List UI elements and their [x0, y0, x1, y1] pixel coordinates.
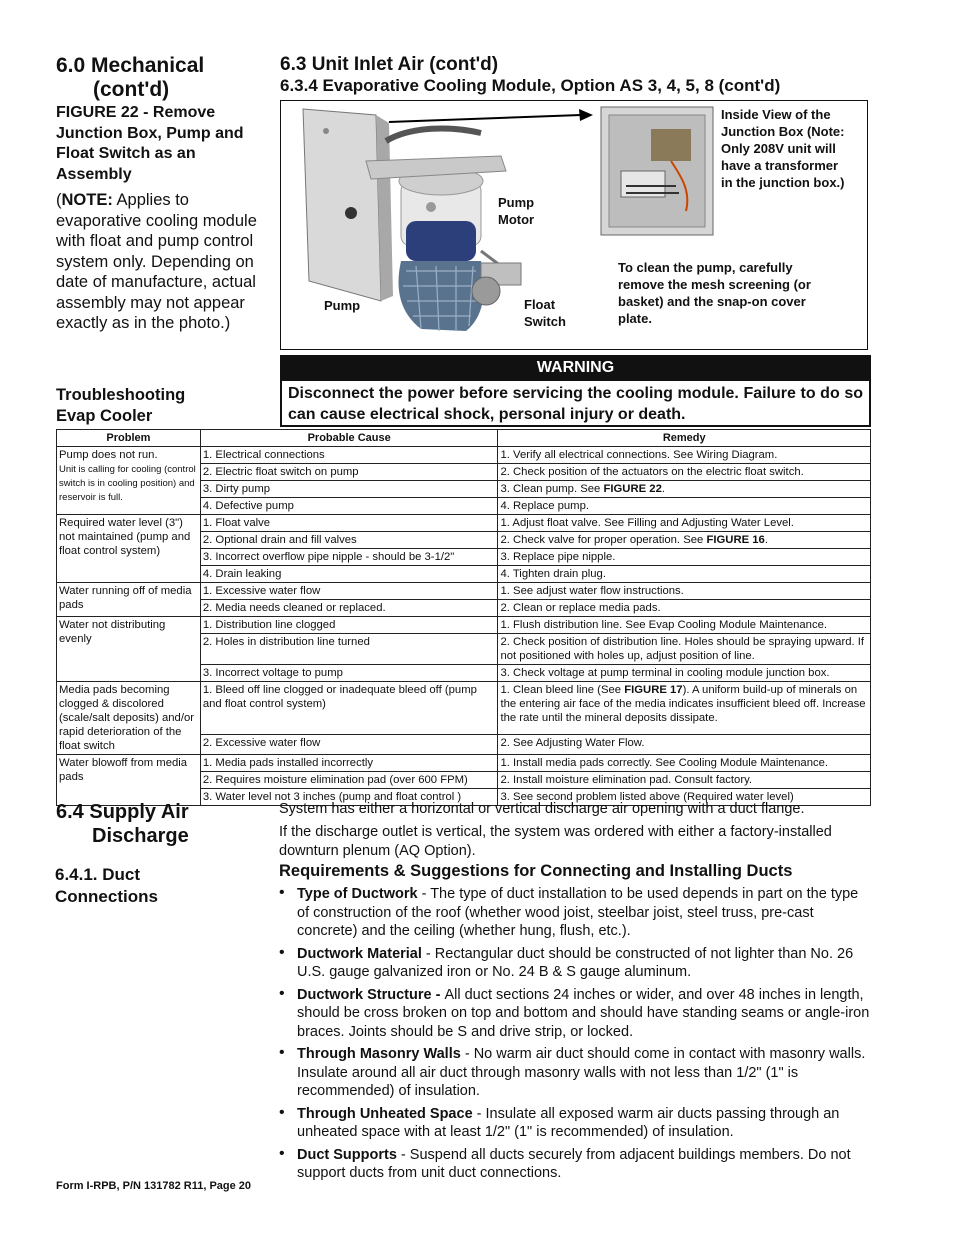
list-item-text: - Suspend all ducts securely from adjacent buildings members. Do not support ducts from unit duct connections. [297, 1146, 851, 1181]
remedy-cell: 2. Check position of distribution line. Holes should be spraying upward. If not positioned with holes up, adjust position of line. [498, 634, 871, 665]
list-item-term: Through Masonry Walls [297, 1046, 461, 1062]
cause-cell: 1. Distribution line clogged [200, 617, 498, 634]
list-item [279, 945, 871, 982]
label-clean-pump: To clean the pump, carefully remove the mesh screening (or basket) and the snap-on cover plate. [618, 260, 811, 326]
subsubsection-title: 6.3.4 Evaporative Cooling Module, Option AS 3, 4, 5, 8 (cont'd) [280, 76, 781, 95]
remedy-text: 3. Clean pump. See [500, 483, 604, 495]
col-header-remedy: Remedy [498, 430, 871, 447]
requirements-list [279, 885, 871, 1187]
cause-cell: 3. Incorrect voltage to pump [200, 665, 498, 682]
cause-cell: 2. Electric float switch on pump [200, 464, 498, 481]
cause-cell: 2. Requires moisture elimination pad (over 600 FPM) [200, 772, 498, 789]
troubleshooting-title-line2: Evap Cooler [56, 406, 153, 425]
remedy-cell: 3. Check voltage at pump terminal in cooling module junction box. [498, 665, 871, 682]
remedy-cell: 3. See second problem listed above (Required water level) [498, 789, 871, 806]
remedy-cell: 2. See Adjusting Water Flow. [498, 734, 871, 754]
section-title-line2: (cont'd) [93, 78, 170, 101]
label-float-line1: Float [524, 297, 556, 312]
list-item [279, 1045, 871, 1101]
cause-cell: 2. Holes in distribution line turned [200, 634, 498, 665]
label-junction-inside: Inside View of the Junction Box (Note: Only 208V unit will have a transformer in the junction box.) [721, 107, 845, 190]
col-header-cause: Probable Cause [200, 430, 498, 447]
figure-ref: FIGURE 17 [624, 684, 683, 696]
table-row [57, 447, 871, 464]
remedy-cell [498, 481, 871, 498]
list-item-text: - Rectangular duct should be constructed of not lighter than No. 26 U.S. gauge galvanized iron or No. 24 B & S gauge aluminum. [297, 945, 854, 980]
list-item [279, 986, 871, 1042]
list-item-term: Ductwork Structure - [297, 986, 445, 1003]
supply-title-line1: 6.4 Supply Air [56, 801, 189, 823]
cause-cell: 2. Excessive water flow [200, 734, 498, 754]
cause-cell: 2. Media needs cleaned or replaced. [200, 600, 498, 617]
remedy-text-end: ). A uniform build-up of minerals on the entering air face of the media indicates insufficient bleed off. Increase the rate until the mineral deposits dissipate. [500, 684, 866, 724]
note-open: ( [56, 191, 62, 209]
supply-para-1: System has either a horizontal or vertical discharge air opening with a duct flange. [279, 801, 805, 817]
page-footer: Form I-RPB, P/N 131782 R11, Page 20 [56, 1180, 252, 1192]
figure-note [56, 190, 262, 334]
figure-22-photo [280, 100, 868, 350]
cause-cell: 1. Bleed off line clogged or inadequate bleed off (pump and float control system) [200, 682, 498, 735]
label-float-line2: Switch [524, 314, 566, 329]
troubleshooting-title-line1: Troubleshooting [56, 386, 186, 404]
problem-cell: Media pads becoming clogged & discolored (scale/salt deposits) and/or rapid deterioration of the float switch [57, 682, 201, 755]
note-text: Applies to evaporative cooling module with float and pump control system only. Depending on date of manufacture, actual assembly may not appear exactly as in the photo.) [56, 191, 257, 332]
section-title [56, 54, 204, 102]
table-row [57, 515, 871, 532]
cause-cell: 3. Incorrect overflow pipe nipple - should be 3-1/2" [200, 549, 498, 566]
problem-cell: Required water level (3") not maintained (pump and float control system) [57, 515, 201, 583]
cause-cell: 1. Excessive water flow [200, 583, 498, 600]
remedy-cell: 1. Verify all electrical connections. See Wiring Diagram. [498, 447, 871, 464]
duct-title-line1: 6.4.1. Duct [55, 865, 141, 884]
list-item-text: - No warm air duct should come in contact with masonry walls. Insulate around all air duct through masonry walls with not less than 1/2" (1" is recommended) of insulation. [297, 1046, 866, 1099]
table-header-row [57, 430, 871, 447]
remedy-cell: 4. Tighten drain plug. [498, 566, 871, 583]
note-label: NOTE: [61, 191, 113, 209]
remedy-text-end: . [661, 483, 665, 495]
list-item [279, 1105, 871, 1142]
subsection-title: 6.3 Unit Inlet Air (cont'd) [280, 54, 499, 75]
duct-title-line2: Connections [55, 887, 158, 906]
remedy-text: 2. Check valve for proper operation. See [500, 534, 707, 546]
remedy-cell: 3. Replace pipe nipple. [498, 549, 871, 566]
requirements-title: Requirements & Suggestions for Connecting and Installing Ducts [279, 862, 793, 880]
cause-cell: 3. Water level not 3 inches (pump and float control ) [200, 789, 498, 806]
label-pump-motor [498, 194, 534, 228]
list-item-term: Type of Ductwork [297, 886, 418, 902]
problem-cell [57, 447, 201, 515]
table-row [57, 583, 871, 600]
label-pump-motor-line2: Motor [498, 212, 535, 227]
cause-cell: 1. Float valve [200, 515, 498, 532]
list-item-term: Ductwork Material [297, 945, 422, 962]
remedy-cell [498, 532, 871, 549]
list-item [279, 885, 871, 941]
list-item-term: Through Unheated Space [297, 1105, 473, 1122]
cause-cell: 1. Media pads installed incorrectly [200, 755, 498, 772]
remedy-text-end: . [764, 534, 768, 546]
remedy-cell: 2. Install moisture elimination pad. Consult factory. [498, 772, 871, 789]
problem-cell: Water blowoff from media pads [57, 755, 201, 806]
list-item-text: - Insulate all exposed warm air ducts passing through an unheated space with at least 1/2" (1" is recommended) of insulation. [297, 1105, 840, 1140]
cause-cell: 4. Defective pump [200, 498, 498, 515]
supply-title-line2: Discharge [92, 825, 189, 847]
table-row [57, 617, 871, 634]
col-header-problem: Problem [57, 430, 201, 447]
remedy-cell: 1. Install media pads correctly. See Cooling Module Maintenance. [498, 755, 871, 772]
cause-cell: 4. Drain leaking [200, 566, 498, 583]
duct-connections-title [55, 864, 158, 908]
list-item-text: All duct sections 24 inches or wider, and over 48 inches in length, should be cross broken on top and bottom and should have standing seams or angle-iron braces. Joints should be S and drive strip, or locked. [297, 986, 870, 1040]
remedy-cell: 4. Replace pump. [498, 498, 871, 515]
table-row [57, 755, 871, 772]
supply-para-2: If the discharge outlet is vertical, the system was ordered with either a factory-installed downturn plenum (AQ Option). [279, 824, 832, 859]
list-item [279, 1146, 871, 1183]
troubleshooting-title [56, 385, 185, 426]
cause-cell: 2. Optional drain and fill valves [200, 532, 498, 549]
label-pump-motor-line1: Pump [498, 195, 535, 210]
warning-header: WARNING [280, 355, 871, 381]
remedy-cell: 1. Adjust float valve. See Filling and Adjusting Water Level. [498, 515, 871, 532]
troubleshooting-table [56, 429, 871, 806]
list-item-text: - The type of duct installation to be used depends in part on the type of construction of the roof (whether wood joist, steelbar joist, steel truss, pre-cast concrete) and the ceiling (whether hung, flush, etc.). [297, 886, 859, 939]
problem-cell: Water running off of media pads [57, 583, 201, 617]
warning-body: Disconnect the power before servicing the cooling module. Failure to do so can cause electrical shock, personal injury or death. [280, 381, 871, 427]
cause-cell: 1. Electrical connections [200, 447, 498, 464]
label-pump: Pump [324, 298, 361, 313]
table-row [57, 682, 871, 735]
figure-ref: FIGURE 16 [706, 534, 765, 546]
remedy-cell: 1. See adjust water flow instructions. [498, 583, 871, 600]
problem-text: Pump does not run. [59, 449, 158, 461]
section-title-line1: 6.0 Mechanical [56, 54, 205, 77]
remedy-cell: 2. Clean or replace media pads. [498, 600, 871, 617]
cause-cell: 3. Dirty pump [200, 481, 498, 498]
problem-subtext: Unit is calling for cooling (control switch is in cooling position) and reservoir is full. [59, 464, 196, 503]
remedy-cell [498, 682, 871, 735]
supply-air-title [56, 800, 189, 848]
remedy-cell: 1. Flush distribution line. See Evap Cooling Module Maintenance. [498, 617, 871, 634]
remedy-cell: 2. Check position of the actuators on the electric float switch. [498, 464, 871, 481]
figure-caption: FIGURE 22 - Remove Junction Box, Pump and Float Switch as an Assembly [56, 104, 244, 183]
remedy-text: 1. Clean bleed line (See [500, 684, 625, 696]
problem-cell: Water not distributing evenly [57, 617, 201, 682]
list-item-term: Duct Supports [297, 1146, 397, 1163]
figure-ref: FIGURE 22 [603, 483, 662, 495]
label-float-switch [524, 296, 566, 330]
